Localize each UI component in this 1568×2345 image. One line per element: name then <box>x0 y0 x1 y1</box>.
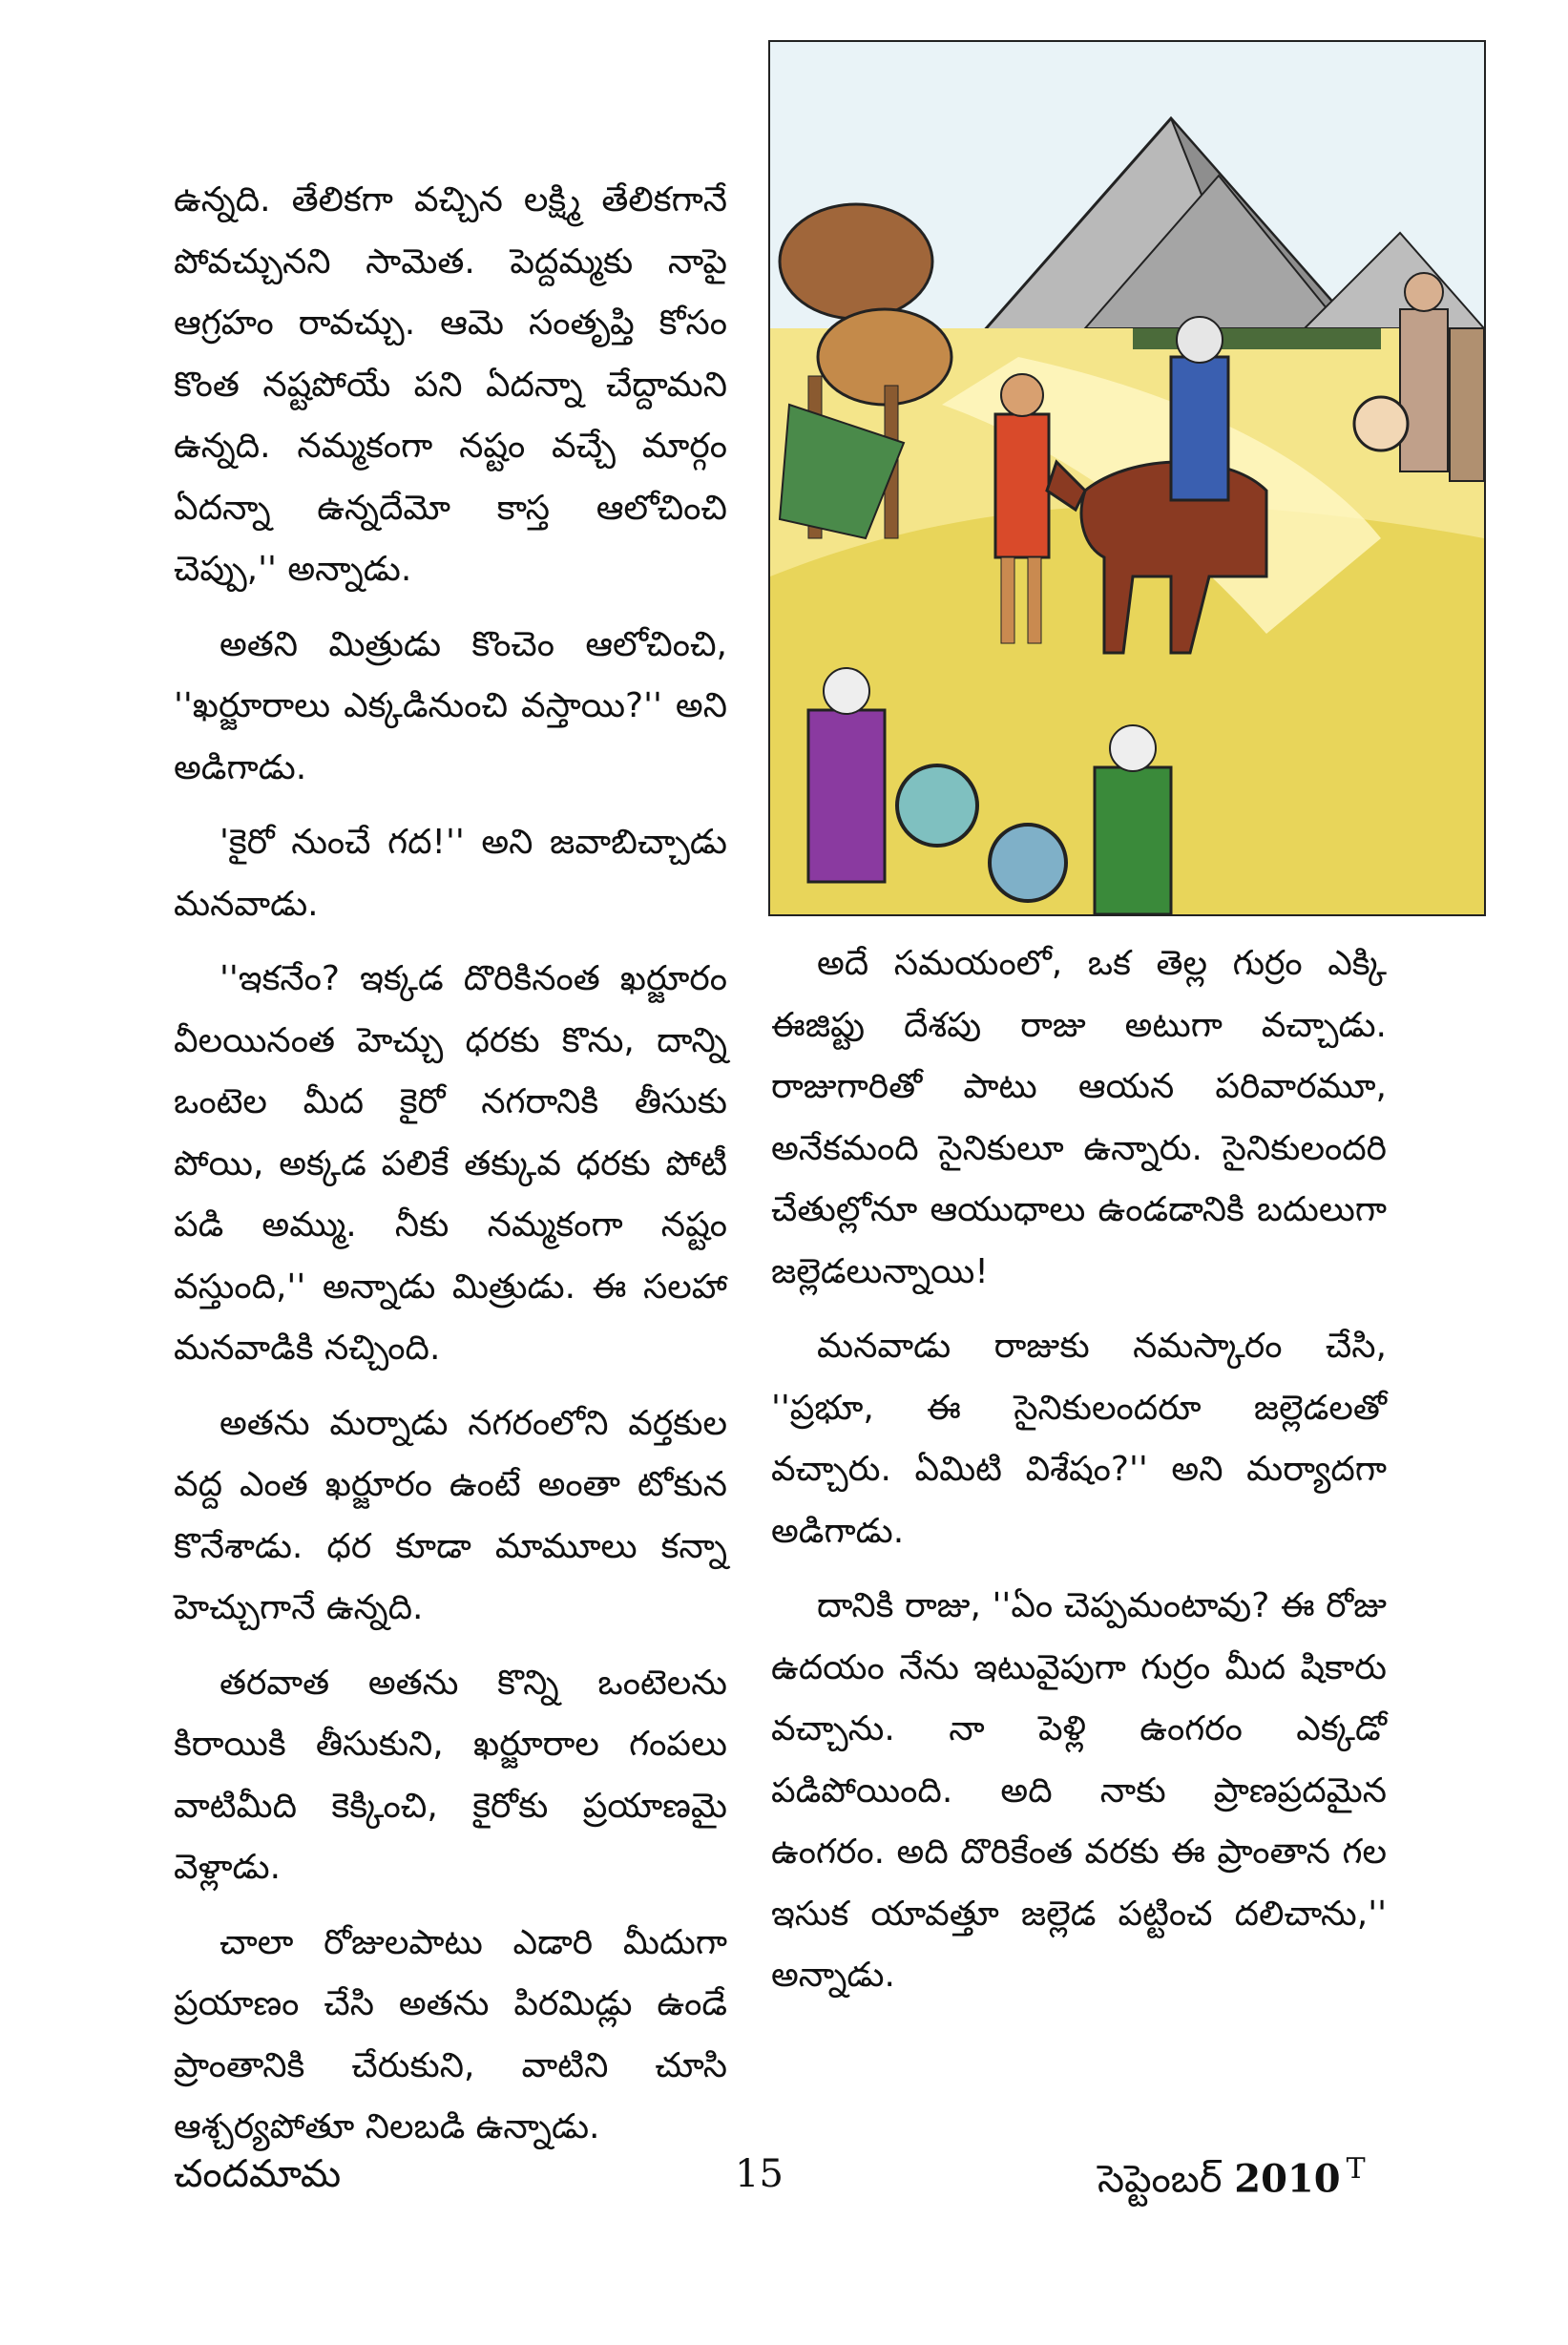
paragraph: ఉన్నది. తేలికగా వచ్చిన లక్ష్మి తేలికగానే పోవచ్చునని సామెత. పెద్దమ్మకు నాపై ఆగ్రహం రావచ్చు. ఆమె సంతృప్తి కోసం కొంత నష్టపోయే పని ఏదన్నా చేద్దామని ఉన్నది. నమ్మకంగా నష్టం వచ్చే మార్గం ఏదన్నా ఉన్నదేమో కాస్త ఆలోచించి చెప్పు,'' అన్నాడు. <box>174 180 727 589</box>
paragraph: తరవాత అతను కొన్ని ఒంటెలను కిరాయికి తీసుకుని, ఖర్జూరాల గంపలు వాటిమీది కెక్కించి, కైరోకు ప్రయాణమై వెళ్లాడు. <box>174 1663 727 1887</box>
page-number: 15 <box>735 2152 784 2196</box>
issue-year: 2010 <box>1234 2156 1341 2202</box>
paragraph: మనవాడు రాజుకు నమస్కారం చేసి, ''ప్రభూ, ఈ సైనికులందరూ జల్లెడలతో వచ్చారు. ఏమిటి విశేషం?'' అని మర్యాదగా అడిగాడు. <box>771 1327 1387 1551</box>
paragraph: అదే సమయంలో, ఒక తెల్ల గుర్రం ఎక్కి ఈజిప్టు దేశపు రాజు అటుగా వచ్చాడు. రాజుగారితో పాటు ఆయన పరివారమూ, అనేకమంది సైనికులూ ఉన్నారు. సైనికులందరి చేతుల్లోనూ ఆయుధాలు ఉండడానికి బదులుగా జల్లెడలున్నాయి! <box>771 944 1387 1291</box>
paragraph: అతని మిత్రుడు కొంచెం ఆలోచించి, ''ఖర్జూరాలు ఎక్కడినుంచి వస్తాయి?'' అని అడిగాడు. <box>174 624 727 787</box>
paragraph: ''ఇకనేం? ఇక్కడ దొరికినంత ఖర్జూరం వీలయినంత హెచ్చు ధరకు కొను, దాన్ని ఒంటెల మీద కైరో నగరానికి తీసుకు పోయి, అక్కడ పలికే తక్కువ ధరకు పోటీ పడి అమ్ము. నీకు నమ్మకంగా నష్టం వస్తుంది,'' అన్నాడు మిత్రుడు. ఈ సలహా మనవాడికి నచ్చింది. <box>174 959 727 1368</box>
paragraph: దానికి రాజు, ''ఏం చెప్పమంటావు? ఈ రోజు ఉదయం నేను ఇటువైపుగా గుర్రం మీద షికారు వచ్చాను. నా పెళ్లి ఉంగరం ఎక్కడో పడిపోయింది. అది నాకు ప్రాణప్రదమైన ఉంగరం. అది దొరికేంత వరకు ఈ ప్రాంతాన గల ఇసుక యావత్తూ జల్లెడ పట్టించ దలిచాను,'' అన్నాడు. <box>771 1586 1387 1995</box>
paragraph: చాలా రోజులపాటు ఎడారి మీదుగా ప్రయాణం చేసి అతను పిరమిడ్లు ఉండే ప్రాంతానికి చేరుకుని, వాటిని చూసి ఆశ్చర్యపోతూ నిలబడి ఉన్నాడు. <box>174 1922 727 2146</box>
paragraph: 'కైరో నుంచే గద!'' అని జవాబిచ్చాడు మనవాడు. <box>174 823 727 924</box>
magazine-name: చందమామ <box>174 2152 342 2196</box>
right-text-column <box>771 933 1387 2020</box>
pyramids-scene-image <box>770 42 1484 914</box>
left-text-column <box>174 170 727 2172</box>
issue-date <box>1098 2152 1366 2210</box>
issue-month: సెప్టెంబర్ <box>1098 2157 1223 2202</box>
paragraph: అతను మర్నాడు నగరంలోని వర్తకుల వద్ద ఎంత ఖర్జూరం ఉంటే అంతా టోకున కొనేశాడు. ధర కూడా మామూలు కన్నా హెచ్చుగానే ఉన్నది. <box>174 1403 727 1627</box>
footer-mark: T <box>1346 2152 1366 2186</box>
story-illustration <box>768 40 1486 916</box>
